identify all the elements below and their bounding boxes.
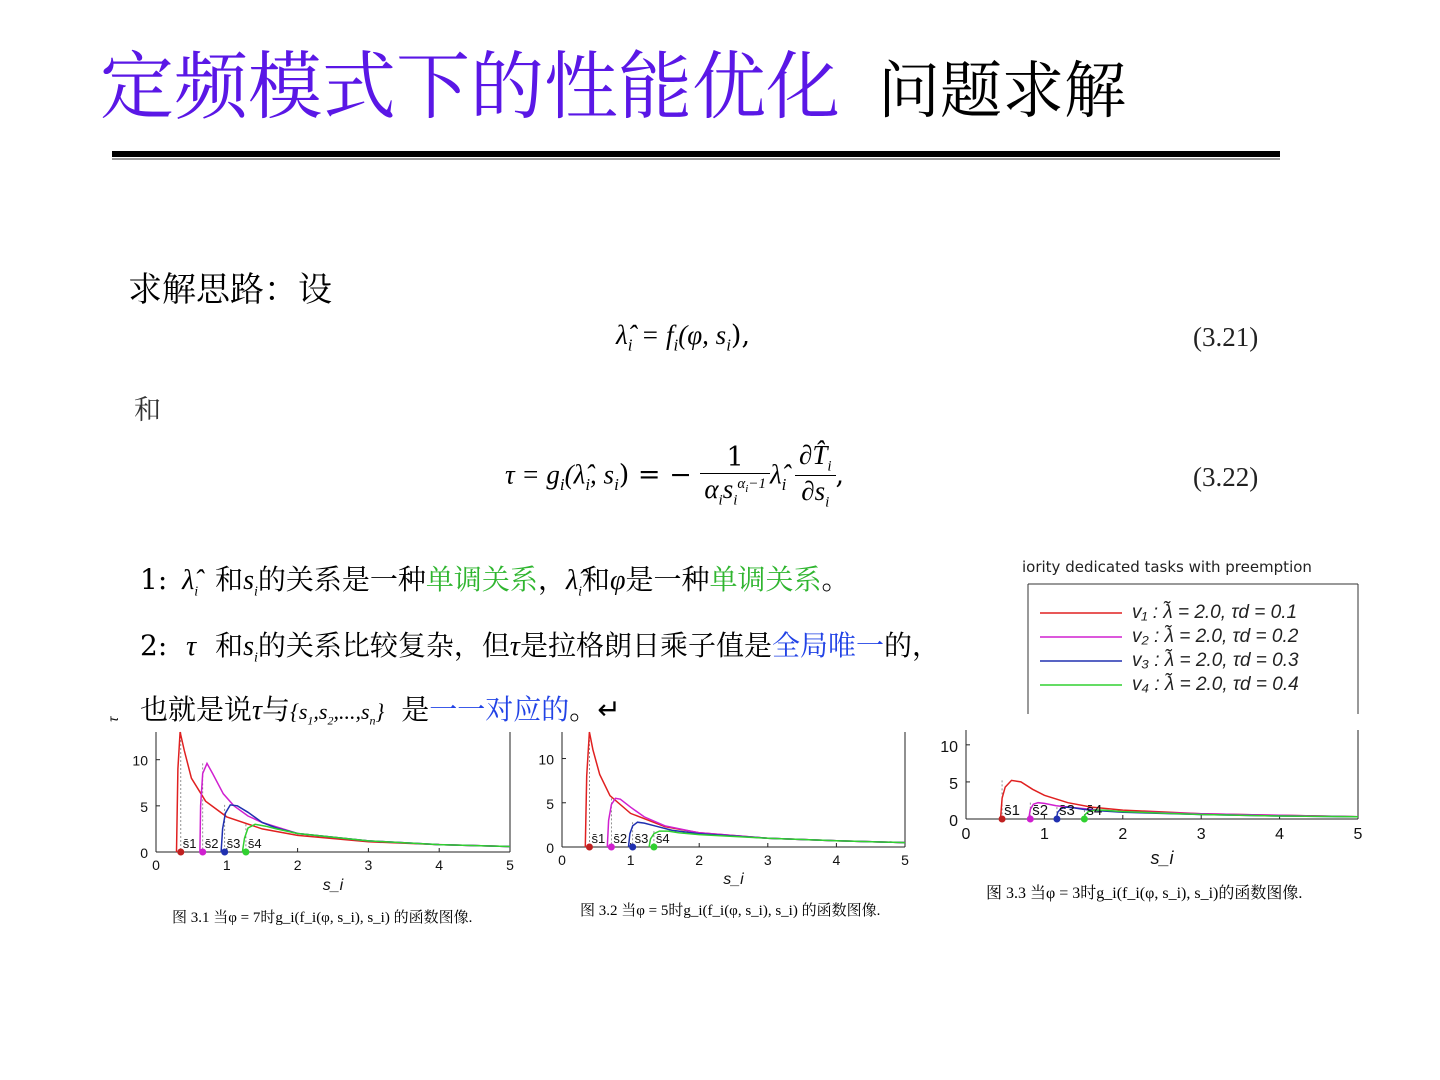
statement-3-set-close: }: [375, 699, 385, 724]
marker-label-1: s̄1: [591, 831, 606, 846]
statement-3-set-sep-1: ,s: [313, 699, 328, 724]
series-line-1: [585, 732, 905, 847]
eq2-frac2-num-sub: i: [827, 458, 832, 475]
x-tick-label: 5: [901, 852, 909, 868]
eq2-frac1-s: s: [722, 474, 734, 505]
eq2-frac2-den-sub: i: [825, 494, 830, 511]
statement-2-tau: τ: [186, 631, 197, 662]
statement-3-set-open: {s: [290, 699, 308, 724]
x-tick-label: 2: [695, 852, 704, 868]
eq2-frac2-num: [795, 440, 836, 476]
statement-1-text-2: 的关系是一种: [257, 563, 426, 596]
eq2-frac1-num: 1: [700, 442, 770, 474]
solution-intro: 求解思路：设: [128, 270, 332, 310]
y-tick-label: 10: [132, 752, 148, 769]
series-line-2: [607, 798, 905, 847]
x-tick-label: 4: [832, 852, 841, 868]
eq2-frac2-den: [795, 476, 836, 511]
marker-label-3: s̄3: [226, 836, 241, 851]
statement-3-text-4: 。↵: [569, 693, 621, 726]
statement-2-text-2: 的关系比较复杂，但: [257, 629, 510, 662]
statement-1-text-1: 和: [215, 563, 244, 596]
statement-3-set-sub-2: 2: [327, 713, 334, 728]
statement-1-phi: φ: [610, 565, 626, 596]
x-axis-label: s_i: [1150, 848, 1174, 868]
statement-1-text-6: 。: [821, 563, 850, 596]
equation-3-22: [505, 440, 844, 512]
x-tick-label: 1: [626, 852, 635, 868]
statement-2-s-sub: i: [254, 650, 258, 666]
eq1-lhs: λ̂: [616, 320, 628, 350]
eq2-fraction-1: [700, 442, 770, 509]
eq2-frac2-num-text: ∂T̂: [798, 440, 828, 470]
y-tick-label: 5: [140, 798, 148, 815]
title-divider: [112, 151, 1280, 157]
x-tick-label: 4: [435, 857, 444, 873]
y-tick-label: 0: [546, 840, 554, 856]
statement-2-text-3: 是拉格朗日乘子值是: [519, 629, 772, 662]
slide-title: 定频模式下的性能优化: [100, 44, 840, 130]
marker-label-4: s̄4: [655, 831, 670, 846]
eq2-mid: (λ̂: [564, 459, 586, 490]
statement-3-text-2: 与: [262, 693, 291, 726]
statement-1-highlight-2: 单调关系: [709, 563, 822, 596]
statement-1-lambda-sub: i: [194, 584, 199, 600]
x-tick-label: 2: [1118, 826, 1128, 843]
eq2-lambda-sub: i: [781, 474, 787, 494]
eq2-frac1-exp-alpha: α: [737, 476, 746, 493]
equation-number-3-22: (3.22): [1193, 462, 1259, 492]
marker-label-1: s̄1: [182, 836, 197, 851]
marker-label-1: s̄1: [1004, 802, 1020, 819]
eq1-args: (φ, s: [678, 320, 727, 350]
eq2-frac1-alpha-sub: i: [718, 492, 723, 509]
statement-1-text-5: 是一种: [625, 563, 710, 596]
eq2-frac1-exp-minus: −1: [748, 476, 766, 493]
legend-label-2: v₂ : λ̃ = 2.0, τd = 0.2: [1132, 626, 1299, 647]
y-tick-label: 0: [140, 845, 148, 861]
x-tick-label: 0: [558, 852, 566, 868]
statement-1-s: s: [243, 565, 255, 596]
statement-2-tau-2: τ: [509, 631, 520, 662]
series-line-3: [629, 822, 906, 847]
equation-number-3-21: (3.21): [1193, 322, 1259, 352]
connector-and: 和: [134, 395, 161, 426]
eq1-args-sub: i: [726, 335, 731, 355]
statement-1-lambda: λ̂: [182, 565, 195, 596]
legend-label-4: v₄ : λ̃ = 2.0, τd = 0.4: [1132, 674, 1299, 695]
series-line-4: [1084, 810, 1358, 819]
chart-legend: [1022, 584, 1366, 714]
statement-2-highlight: 全局唯一: [771, 629, 884, 662]
statement-2-number: 2:: [140, 629, 168, 662]
eq2-lhs-sub: i: [559, 474, 565, 494]
marker-label-4: s̄4: [1086, 802, 1103, 819]
eq1-lhs-sub: i: [627, 335, 633, 355]
y-tick-label: 0: [949, 813, 958, 830]
series-line-2: [200, 763, 510, 852]
statement-3-text-3: 是: [401, 693, 430, 726]
x-tick-label: 5: [506, 857, 514, 873]
y-axis-label: τ: [105, 716, 121, 722]
x-tick-label: 0: [961, 826, 971, 843]
x-tick-label: 1: [1039, 826, 1049, 843]
eq2-mid-sub: i: [585, 474, 591, 494]
chart-phi-7: [105, 716, 523, 908]
statement-1-text-3: ，: [537, 563, 566, 596]
chart-phi-3: [930, 724, 1370, 876]
statement-2: [140, 624, 940, 667]
chart-phi-7-caption: 图 3.1 当φ = 7时g_i(f_i(φ, s_i), s_i) 的函数图像.: [172, 910, 473, 926]
statement-3-tau: τ: [252, 695, 263, 726]
x-tick-label: 0: [152, 857, 160, 873]
x-tick-label: 2: [293, 857, 302, 873]
legend-label-3: v₃ : λ̃ = 2.0, τd = 0.3: [1132, 650, 1299, 671]
statement-3-highlight: 一一对应的: [429, 693, 570, 726]
marker-label-3: s̄3: [1058, 802, 1075, 819]
eq2-frac2-den-text: ∂s: [801, 476, 826, 507]
series-line-1: [177, 732, 511, 852]
equation-3-21: [616, 320, 750, 355]
statement-2-s: s: [243, 631, 255, 662]
statement-2-text-4: 的，: [883, 629, 940, 662]
marker-label-4: s̄4: [247, 836, 262, 851]
x-tick-label: 4: [1275, 826, 1285, 843]
marker-label-2: s̄2: [613, 831, 628, 846]
y-tick-label: 10: [940, 738, 958, 756]
statement-3: [140, 688, 621, 728]
y-tick-label: 5: [949, 775, 958, 793]
eq2-mid2-sub: i: [614, 474, 619, 494]
statement-1-lambda-2-sub: i: [578, 584, 582, 600]
statement-3-text-1: 也就是说: [140, 693, 253, 726]
x-tick-label: 3: [763, 852, 772, 868]
x-tick-label: 5: [1353, 826, 1363, 843]
eq2-fraction-2: [795, 440, 836, 512]
marker-label-3: s̄3: [634, 831, 649, 846]
statement-3-set: [290, 699, 385, 728]
title-divider-shadow: [112, 158, 1280, 160]
x-tick-label: 3: [364, 857, 373, 873]
statement-2-text-1: 和: [215, 629, 244, 662]
statement-1: [140, 558, 850, 601]
series-line-4: [649, 831, 905, 847]
x-axis-label: s_i: [322, 877, 344, 894]
eq2-frac1-alpha: α: [704, 474, 719, 505]
eq1-end: ),: [730, 320, 751, 351]
y-tick-label: 5: [546, 795, 554, 812]
statement-1-lambda-2: λ̂: [565, 565, 579, 596]
marker-label-2: s̄2: [204, 836, 219, 851]
legend-label-1: v₁ : λ̃ = 2.0, τd = 0.1: [1132, 602, 1298, 623]
y-tick-label: 10: [538, 751, 554, 768]
statement-1-highlight-1: 单调关系: [425, 563, 538, 596]
eq2-mid2: , s: [590, 459, 615, 490]
statement-1-s-sub: i: [254, 584, 258, 600]
chart-phi-3-caption: 图 3.3 当φ = 3时g_i(f_i(φ, s_i), s_i)的函数图像.: [986, 885, 1303, 902]
eq2-frac1-exp-sub: i: [745, 483, 749, 496]
eq1-rhs-sub: i: [673, 335, 679, 355]
eq2-frac1-s-sub: i: [733, 492, 738, 509]
marker-label-2: s̄2: [1032, 802, 1049, 819]
eq2-end: ,: [835, 459, 845, 491]
eq2-lhs: τ = g: [505, 459, 560, 490]
chart-phi-5: [528, 728, 918, 896]
eq1-rhs: = f: [641, 320, 674, 350]
statement-1-text-4: 和: [581, 563, 610, 596]
legend-title: iority dedicated tasks with preemption: [1022, 558, 1312, 576]
slide-subtitle: 问题求解: [878, 54, 1127, 127]
x-tick-label: 1: [222, 857, 231, 873]
eq2-mid3: ) = −: [618, 459, 692, 491]
statement-1-number: 1:: [140, 563, 168, 596]
eq2-frac1-den: [700, 474, 770, 509]
x-tick-label: 3: [1196, 826, 1206, 843]
eq2-lambda: λ̂: [769, 459, 782, 490]
statement-3-set-sub-1: 1: [307, 713, 314, 728]
x-axis-label: s_i: [723, 871, 744, 888]
chart-phi-5-caption: 图 3.2 当φ = 5时g_i(f_i(φ, s_i), s_i) 的函数图像.: [580, 903, 881, 919]
eq2-frac1-exp: [737, 476, 766, 496]
statement-3-set-sub-n: n: [369, 713, 376, 728]
statement-3-set-sep-2: ,...,s: [333, 699, 370, 724]
